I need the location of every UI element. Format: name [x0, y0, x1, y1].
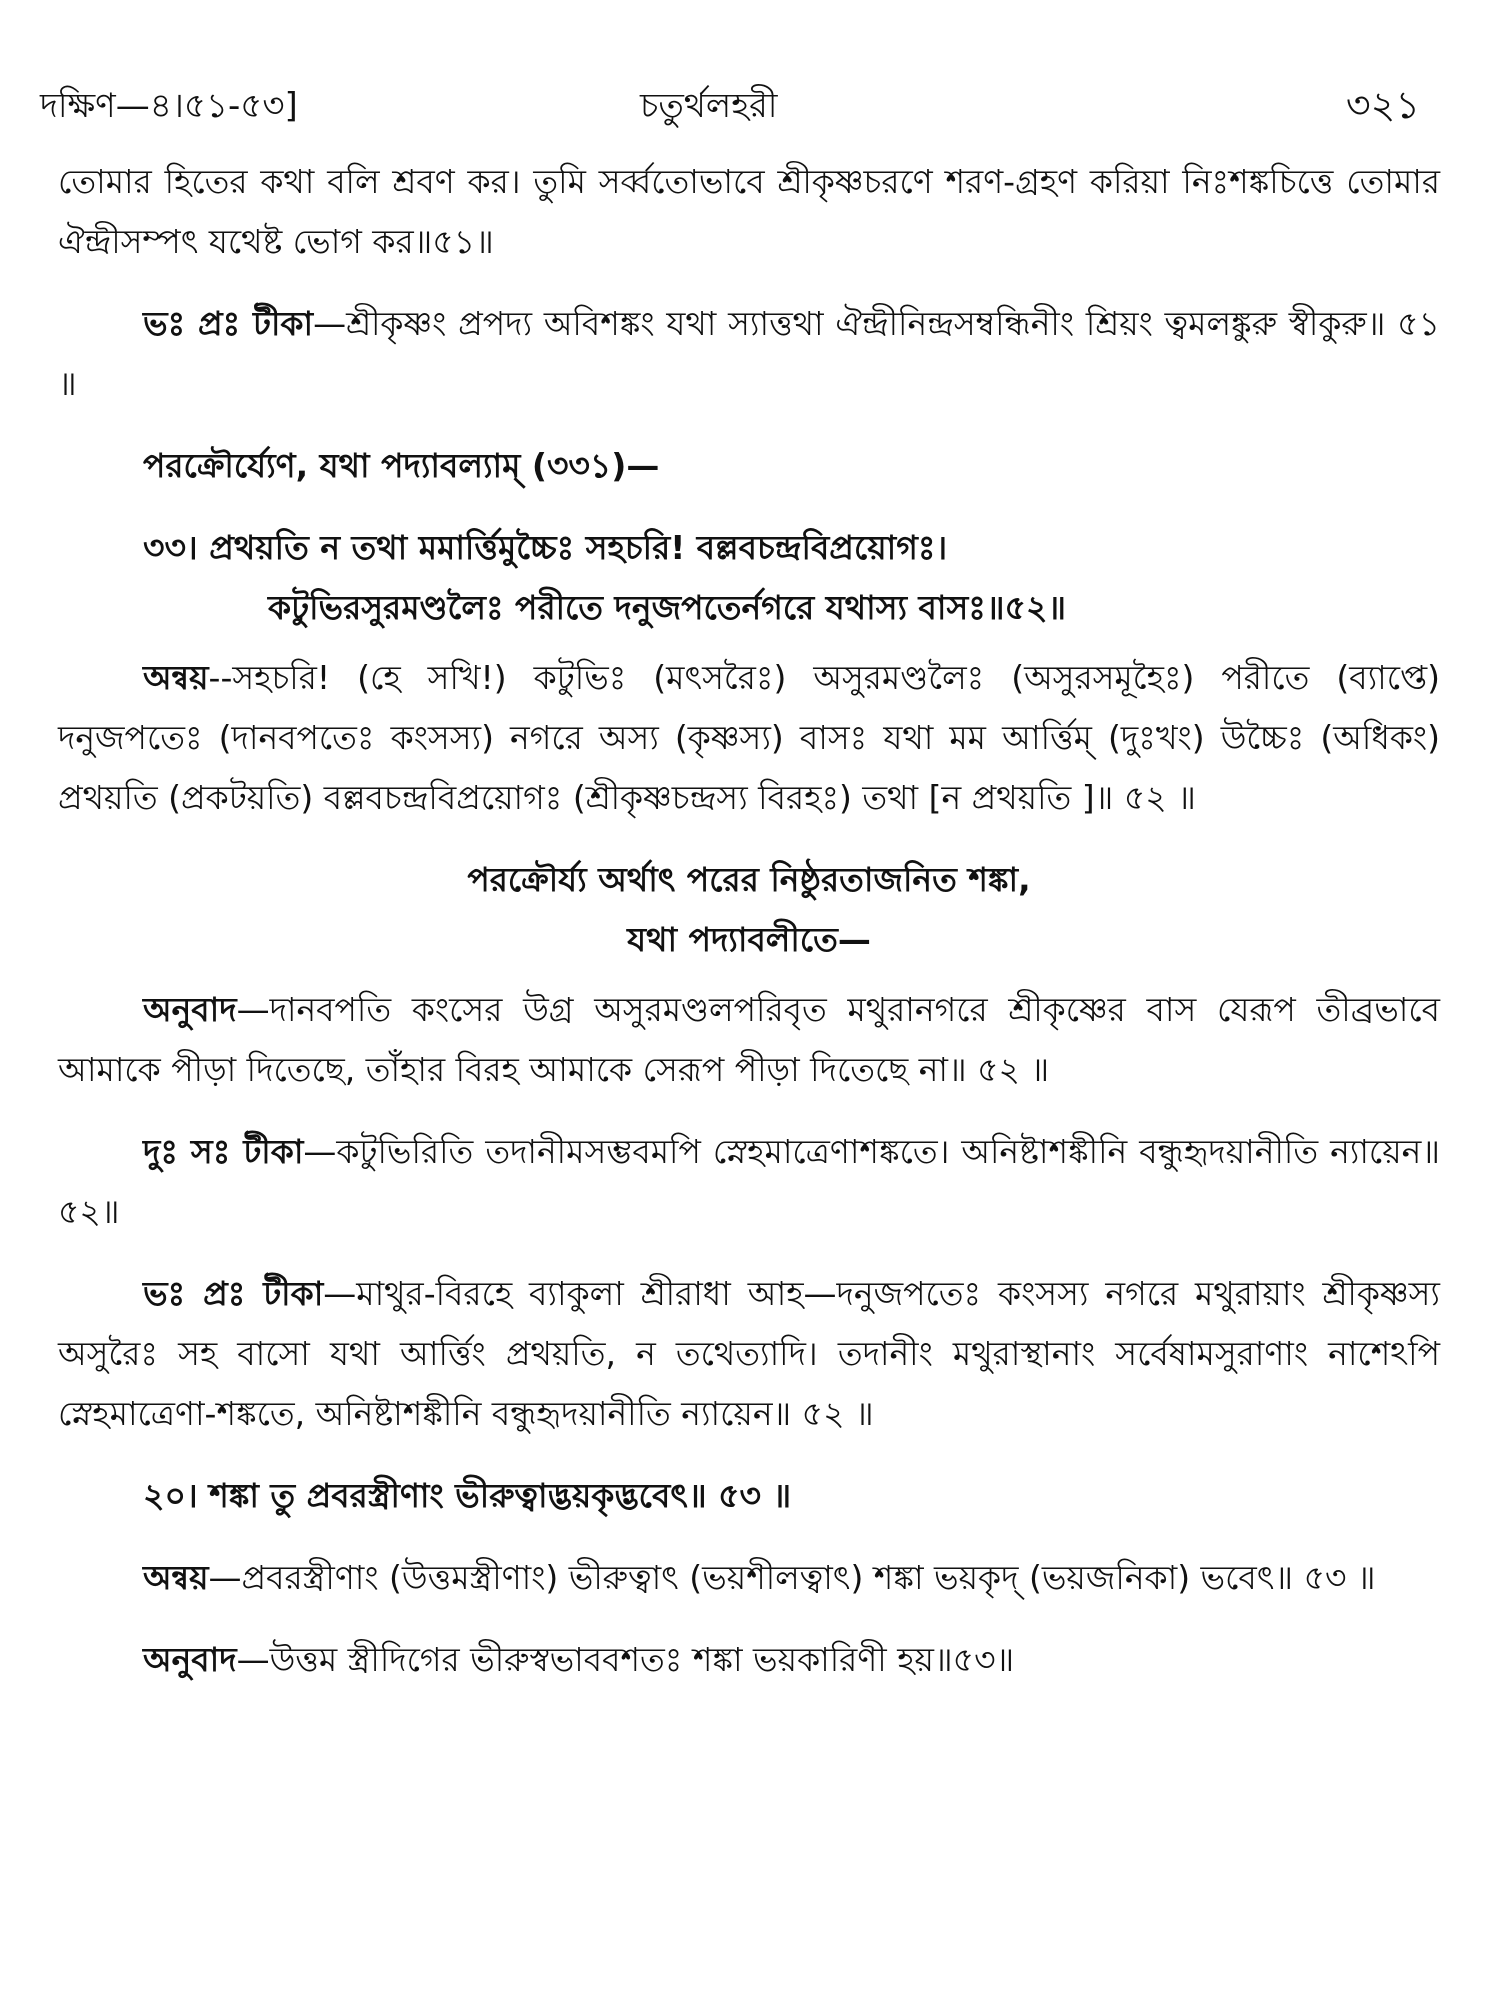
- sutra-20: ২০। শঙ্কা তু প্রবরস্ত্রীণাং ভীরুত্বাদ্ভয়কৃদ্ভবেৎ॥ ৫৩ ॥: [143, 1476, 792, 1515]
- running-header: [40, 68, 1420, 128]
- anvaya-label-2: অন্বয়: [143, 1558, 209, 1597]
- verse-line-2: কটুভিরসুরমণ্ডলৈঃ পরীতে দনুজপতের্নগরে যথাস্য বাসঃ॥৫২॥: [268, 588, 1067, 627]
- page-body: [58, 152, 1440, 1712]
- anvaya-label: অন্বয়: [143, 658, 209, 697]
- anvaya-53: [58, 1548, 1440, 1608]
- anvaya-text: --সহচরি! (হে সখি!) কটুভিঃ (মৎসরৈঃ) অসুরমণ্ডলৈঃ (অসুরসমূহৈঃ) পরীতে (ব্যাপ্তে) দনুজপতেঃ (দানবপতেঃ কংসস্য) নগরে অস্য (কৃষ্ণস্য) বাসঃ যথা মম আর্ত্তিম্ (দুঃখং) উচ্চৈঃ (অধিকং) প্রথয়তি (প্রকটয়তি) বল্লবচন্দ্রবিপ্রয়োগঃ (শ্রীকৃষ্ণচন্দ্রস্য বিরহঃ) তথা [ন প্রথয়তি ]॥ ৫২ ॥: [58, 658, 1440, 817]
- header-chapter-title: চতুর্থলহরী: [640, 86, 778, 126]
- anuvada-52: [58, 980, 1440, 1100]
- anuvada-label: অনুবাদ: [143, 990, 237, 1029]
- commentary-durgama: [58, 1122, 1440, 1242]
- verse-line-1: ৩৩। প্রথয়তি ন তথা মমার্ত্তিমুচ্চৈঃ সহচরি! বল্লবচন্দ্রবিপ্রয়োগঃ।: [143, 528, 948, 567]
- commentary-bhakti-1: [58, 294, 1440, 414]
- page-number: ৩২১: [1345, 83, 1420, 127]
- commentary-text: —শ্রীকৃষ্ণং প্রপদ্য অবিশঙ্কং যথা স্যাত্তথা ঐন্দ্রীনিন্দ্রসম্বন্ধিনীং শ্রিয়ং ত্বমলঙ্কুরু স্বীকুরু॥ ৫১ ॥: [58, 304, 1441, 403]
- durgama-label: দুঃ সঃ টীকা: [143, 1132, 304, 1171]
- anuvada-text: —দানবপতি কংসের উগ্র অসুরমণ্ডলপরিবৃত মথুরানগরে শ্রীকৃষ্ণের বাস যেরূপ তীব্রভাবে আমাকে পীড়া দিতেছে, তাঁহার বিরহ আমাকে সেরূপ পীড়া দিতেছে না॥ ৫২ ॥: [58, 990, 1440, 1089]
- section-heading: [58, 850, 1440, 970]
- anvaya-52: [58, 648, 1440, 828]
- anuvada-text-2: —উত্তম স্ত্রীদিগের ভীরুস্বভাববশতঃ শঙ্কা ভয়কারিণী হয়॥৫৩॥: [236, 1640, 1015, 1679]
- commentary-bhakti-2: [58, 1264, 1440, 1444]
- heading-line-1: পরক্রৌর্য্য অর্থাৎ পরের নিষ্ঠুরতাজনিত শঙ্কা,: [467, 860, 1031, 899]
- header-section-ref: দক্ষিণ—৪।৫১-৫৩]: [40, 86, 298, 126]
- anuvada-label-2: অনুবাদ: [143, 1640, 237, 1679]
- subheading-parakraurya: পরক্রৌর্য্যেণ, যথা পদ্যাবল্যাম্ (৩৩১)—: [143, 446, 660, 485]
- anuvada-53: [58, 1630, 1440, 1690]
- commentary-text-2: —মাথুর-বিরহে ব্যাকুলা শ্রীরাধা আহ—দনুজপতেঃ কংসস্য নগরে মথুরায়াং শ্রীকৃষ্ণস্য অসুরৈঃ সহ বাসো যথা আর্ত্তিং প্রথয়তি, ন তথেত্যাদি। তদানীং মথুরাস্থানাং সর্বেষামসুরাণাং নাশেঽপি স্নেহমাত্রেণা-শঙ্কতে, অনিষ্টাশঙ্কীনি বন্ধুহৃদয়ানীতি ন্যায়েন॥ ৫২ ॥: [58, 1274, 1440, 1433]
- commentary-label-2: ভঃ প্রঃ টীকা: [143, 1274, 324, 1313]
- anvaya-text-2: —প্রবরস্ত্রীণাং (উত্তমস্ত্রীণাং) ভীরুত্বাৎ (ভয়শীলত্বাৎ) শঙ্কা ভয়কৃদ্ (ভয়জনিকা) ভবেৎ॥ ৫৩ ॥: [208, 1558, 1376, 1597]
- verse-33: [58, 518, 1440, 638]
- paragraph-continuation: তোমার হিতের কথা বলি শ্রবণ কর। তুমি সর্ব্বতোভাবে শ্রীকৃষ্ণচরণে শরণ-গ্রহণ করিয়া নিঃশঙ্কচিত্তে তোমার ঐন্দ্রীসম্পৎ যথেষ্ট ভোগ কর॥৫১॥: [58, 162, 1440, 261]
- heading-line-2: যথা পদ্যাবলীতে—: [627, 920, 871, 959]
- commentary-label: ভঃ প্রঃ টীকা: [143, 304, 314, 343]
- durgama-text: —কটুভিরিতি তদানীমসম্ভবমপি স্নেহমাত্রেণাশঙ্কতে। অনিষ্টাশঙ্কীনি বন্ধুহৃদয়ানীতি ন্যায়েন॥ ৫২॥: [58, 1132, 1440, 1231]
